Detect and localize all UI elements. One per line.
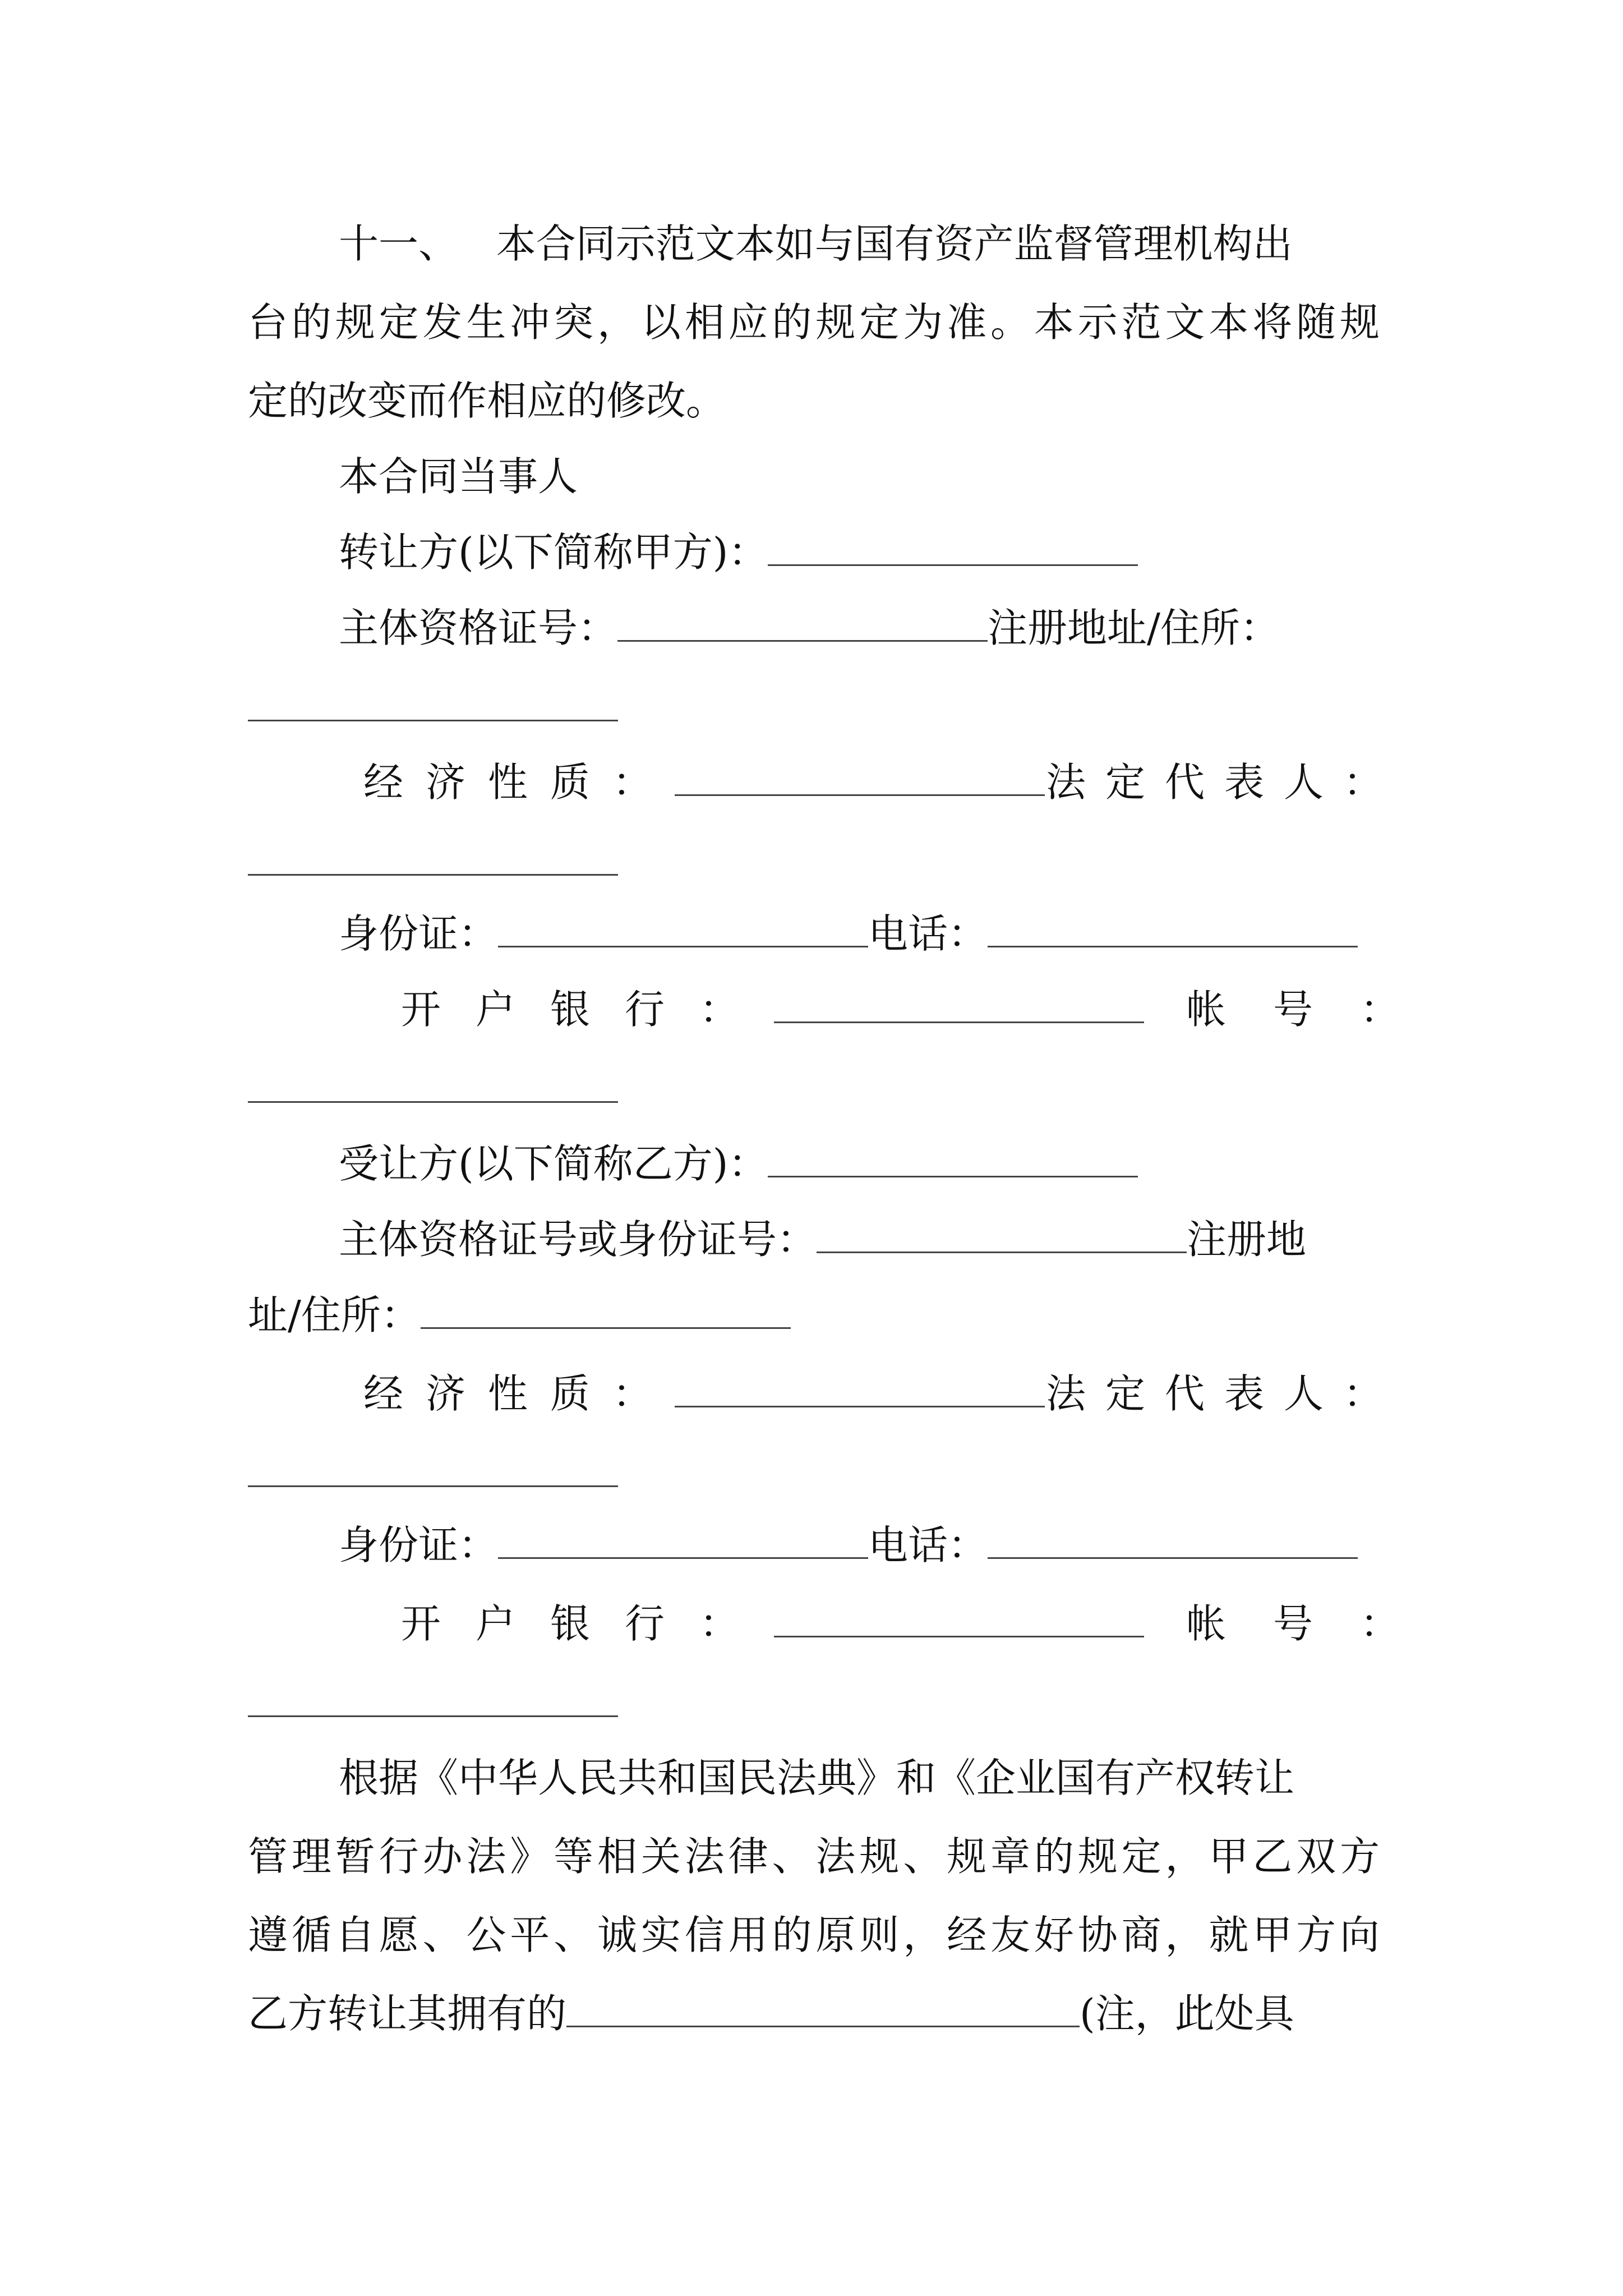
party-b-address-label-2: 址/住所： <box>248 1292 421 1338</box>
party-b-address-label-1: 注册地 <box>1187 1216 1307 1263</box>
party-b-cert-row <box>339 1212 1306 1268</box>
party-a-nature-blank[interactable] <box>675 758 1045 796</box>
party-b-cert-label: 主体资格证号或身份证号： <box>339 1216 817 1263</box>
party-b-bank-label: 开户银行： <box>401 1600 774 1647</box>
party-a-title <box>339 524 1138 581</box>
party-b-bank-blank[interactable] <box>774 1600 1144 1637</box>
party-b-address-blank[interactable] <box>421 1291 791 1329</box>
preamble-line-3: 遵循自愿、公平、诚实信用的原则，经友好协商，就甲方向 <box>248 1912 1380 1958</box>
preamble-line-1: 根据《中华人民共和国民法典》和《企业国有产权转让 <box>339 1755 1295 1801</box>
party-b-nature-blank[interactable] <box>675 1370 1045 1407</box>
party-a-bank-blank[interactable] <box>774 986 1144 1023</box>
party-b-title <box>339 1136 1138 1192</box>
preamble-line-2: 管理暂行办法》等相关法律、法规、规章的规定，甲乙双方 <box>248 1833 1380 1880</box>
preamble-transfer-label: 乙方转让其拥有的 <box>248 1990 567 2037</box>
party-b-cert-blank[interactable] <box>817 1216 1187 1253</box>
party-a-cert-row <box>339 600 1380 656</box>
party-a-account-blank[interactable] <box>248 1101 618 1103</box>
party-b-account-label: 帐号： <box>1186 1600 1447 1647</box>
preamble-line-4 <box>248 1986 1294 2042</box>
parties-heading: 本合同当事人 <box>339 453 578 500</box>
preamble-note: (注，此处具 <box>1080 1990 1294 2037</box>
party-a-nature-row <box>363 754 1045 811</box>
preamble-asset-blank[interactable] <box>566 1990 1080 2027</box>
party-a-rep-label: 法定代表人： <box>1046 759 1403 806</box>
party-a-address-label: 注册地址/住所： <box>988 605 1280 651</box>
party-a-bank-label: 开户银行： <box>401 986 774 1033</box>
party-b-phone-blank[interactable] <box>988 1521 1358 1559</box>
party-a-nature-label: 经济性质： <box>363 759 675 806</box>
party-a-rep-blank[interactable] <box>248 874 618 876</box>
party-b-id-blank[interactable] <box>498 1521 868 1559</box>
party-b-id-row <box>339 1517 1358 1573</box>
party-b-rep-label: 法定代表人： <box>1046 1370 1403 1417</box>
party-b-nature-row <box>363 1366 1045 1422</box>
party-b-title-label: 受让方(以下简称乙方)： <box>339 1140 768 1187</box>
party-b-phone-label: 电话： <box>868 1522 988 1568</box>
party-a-cert-label: 主体资格证号： <box>339 605 618 651</box>
clause-11-line-2: 台的规定发生冲突，以相应的规定为准。本示范文本将随规 <box>248 299 1380 346</box>
party-b-rep-blank[interactable] <box>248 1485 618 1487</box>
party-a-phone-blank[interactable] <box>988 910 1358 947</box>
party-b-nature-label: 经济性质： <box>363 1370 675 1417</box>
party-a-cert-blank[interactable] <box>617 604 988 642</box>
clause-11-line-1: 十一、 本合同示范文本如与国有资产监督管理机构出 <box>339 220 1293 267</box>
party-a-title-label: 转让方(以下简称甲方)： <box>339 529 768 576</box>
party-a-name-blank[interactable] <box>768 528 1138 566</box>
party-a-address-blank[interactable] <box>248 720 618 721</box>
party-b-bank-row <box>401 1596 1144 1652</box>
party-b-account-blank[interactable] <box>248 1715 618 1717</box>
party-a-id-blank[interactable] <box>498 910 868 947</box>
party-b-id-label: 身份证： <box>339 1522 499 1568</box>
party-a-phone-label: 电话： <box>868 910 988 957</box>
party-a-bank-row <box>401 982 1144 1038</box>
party-b-name-blank[interactable] <box>768 1140 1138 1177</box>
clause-11-line-3: 定的改变而作相应的修改。 <box>248 378 726 424</box>
party-a-id-label: 身份证： <box>339 910 499 957</box>
party-a-account-label: 帐号： <box>1186 986 1447 1033</box>
party-a-id-row <box>339 906 1358 962</box>
party-b-address-row <box>248 1287 791 1343</box>
